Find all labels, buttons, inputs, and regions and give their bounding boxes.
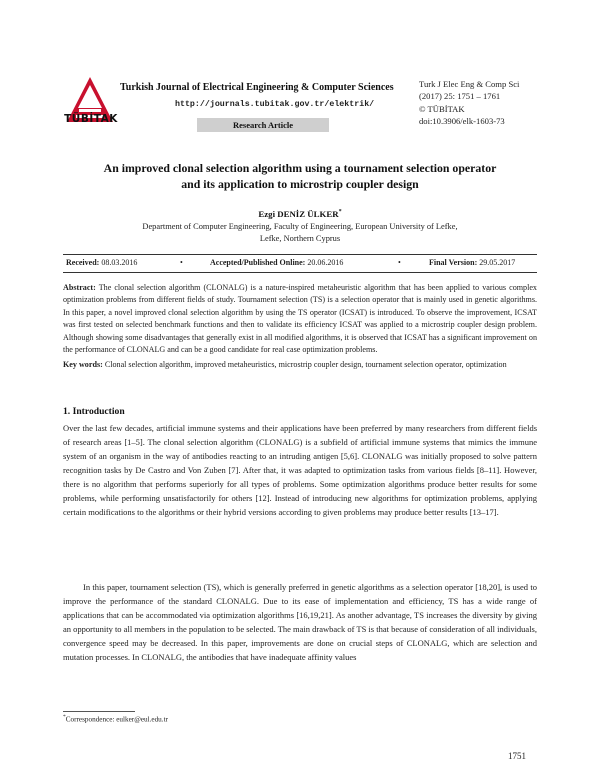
tubitak-logo-icon	[66, 66, 114, 136]
citation-doi[interactable]: doi:10.3906/elk-1603-73	[419, 116, 505, 127]
logo-wordmark: TÜBİTAK	[64, 113, 118, 125]
final-date	[429, 258, 515, 267]
affiliation	[120, 221, 480, 244]
bullet-2: •	[398, 258, 401, 267]
final-value: 29.05.2017	[479, 258, 516, 267]
keywords-text: Clonal selection algorithm, improved metaheuristics, microstrip coupler design, tournament selection operator, optimization	[104, 360, 507, 369]
keywords	[63, 359, 537, 371]
final-label: Final Version:	[429, 258, 478, 267]
accepted-value: 20.06.2016	[307, 258, 344, 267]
footnote-mark: *	[63, 714, 66, 720]
accepted-label: Accepted/Published Online:	[210, 258, 306, 267]
abstract-text: The clonal selection algorithm (CLONALG) is a nature-inspired metaheuristic algorithm that has been applied to various complex optimization problems from different fields of study. Tournament selection (TS) is a selection operator that is mainly used in genetic algorithms. In this paper, a novel improved clonal selection algorithm by using the TS operator (ICSAT) is introduced. To observe the improvement, ICSAT was first tested on selected benchmark functions and then to validate its efficiency ICSAT was applied to a microstrip coupler design problem. Although showing some disadvantages that generally exist in all modified algorithms, it is observed that ICSAT has a significant improvement on the performance of CLONALG and can be a good candidate for real case optimization problems.	[63, 283, 537, 355]
article-type-badge: Research Article	[197, 118, 329, 132]
author-line	[60, 209, 540, 219]
journal-name: Turkish Journal of Electrical Engineering & Computer Sciences	[120, 82, 394, 93]
citation-volume-pages: (2017) 25: 1751 – 1761	[419, 91, 501, 102]
dates-top-rule	[63, 254, 537, 255]
keywords-label: Key words:	[63, 360, 103, 369]
dates-row	[66, 258, 534, 270]
received-date	[66, 258, 137, 267]
journal-url[interactable]: http://journals.tubitak.gov.tr/elektrik/	[175, 100, 375, 109]
citation-journal: Turk J Elec Eng & Comp Sci	[419, 79, 520, 89]
affiliation-line-1: Department of Computer Engineering, Faculty of Engineering, European University of Lefke,	[142, 222, 458, 231]
intro-paragraph-1: Over the last few decades, artificial immune systems and their applications have been preferred by many researchers from different fields of research areas [1–5]. The clonal selection algorithm (CLONALG) is a subfield of artificial immune systems that mimics the immune system of an organism in the way of antibodies reacting to an intruding antigen [5,6]. CLONALG was initially proposed to solve pattern recognition tasks by De Castro and Von Zuben [7]. After that, it was adapted to optimization tasks from various fields [8–11]. However, there is no algorithm that performs superiorly for all types of problems. Some optimization algorithms produce better results for some problems, while performing unsatisfactorily for others [12]. Instead of introducing new algorithms for optimization problems, applying certain modifications to the algorithms or their hybrid versions according to given problems may produce better results [13–17].	[63, 423, 537, 518]
author-name: Ezgi DENİZ ÜLKER	[258, 209, 339, 219]
footnote-rule	[63, 711, 135, 712]
bullet-1: •	[180, 258, 183, 267]
author-mark: *	[338, 209, 342, 216]
received-value: 08.03.2016	[101, 258, 138, 267]
citation-copyright: © TÜBİTAK	[419, 103, 465, 114]
title-line-1: An improved clonal selection algorithm using a tournament selection operator	[103, 161, 497, 175]
dates-bottom-rule	[63, 272, 537, 273]
footnote	[63, 714, 168, 723]
section-heading: 1. Introduction	[63, 406, 125, 417]
affiliation-line-2: Lefke, Northern Cyprus	[259, 233, 341, 243]
abstract	[63, 282, 537, 356]
title-line-2: and its application to microstrip coupler design	[181, 177, 419, 191]
citation-block	[419, 78, 519, 128]
received-label: Received:	[66, 258, 100, 267]
abstract-label: Abstract:	[63, 283, 96, 292]
page-number: 1751	[508, 751, 526, 761]
intro-paragraph-2: In this paper, tournament selection (TS), which is generally preferred in genetic algorithms as a selection operator [18,20], is used to improve the performance of the standard CLONALG. Due to its ease of implementation and efficiency, TS has a wide range of applications that can be accommodated via optimization algorithms [16,19,21]. As another advantage, TS increases the diversity by giving an opportunity to all members in the population to be selected. The main drawback of TS is that because of consideration of all individuals, convergence speed may be decreased. In this paper, improvements are done on crucial steps of CLONALG, which are selection and mutation processes. In CLONALG, the antibodies that have inadequate affinity values	[63, 582, 537, 663]
accepted-date	[210, 258, 343, 267]
footnote-text: Correspondence: eulker@eul.edu.tr	[65, 715, 168, 724]
paper-title	[60, 160, 540, 192]
